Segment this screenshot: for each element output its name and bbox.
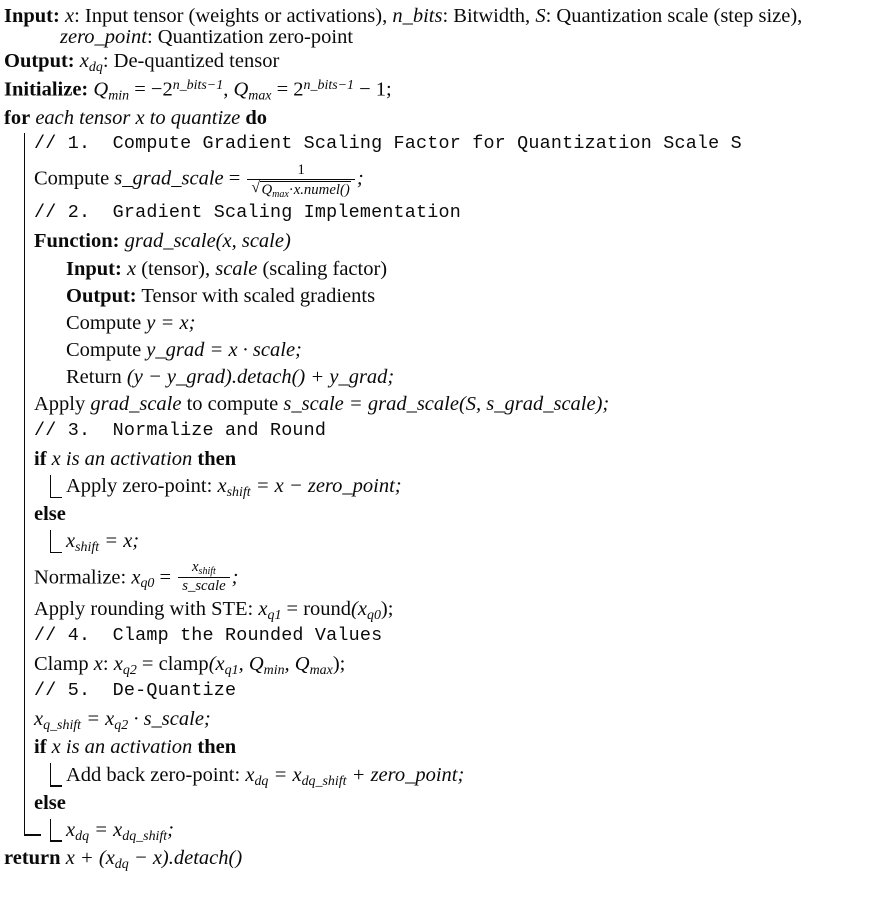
x-q1-symbol: x (258, 597, 268, 620)
function-input-text-2: (scaling factor) (257, 257, 388, 280)
comment-step-2: // 2. Gradient Scaling Implementation (34, 202, 461, 224)
initialize-comma: , (223, 78, 234, 101)
input-text-3: : Quantization scale (step size), (545, 5, 803, 28)
apply-grad-scale-line (4, 392, 890, 419)
function-input-line (4, 256, 890, 283)
round-arg-subscript: q0 (366, 607, 381, 623)
input-var-x: x (64, 5, 75, 28)
x-shift-rhs: = x; (99, 530, 140, 553)
sqrt-qmax: Q (261, 181, 273, 198)
return-keyword: return (4, 846, 61, 869)
equals-sign: = (223, 167, 246, 190)
function-input-text-1: (tensor), (136, 257, 216, 280)
if-activation-header-1 (4, 447, 890, 474)
clamp-arg1-subscript: q1 (224, 663, 239, 679)
return-expression-subscript: dq (114, 856, 129, 872)
normalize-num-subscript: shift (198, 566, 216, 578)
normalize-equals: = (154, 566, 177, 589)
compute-s-grad-scale-line (4, 160, 890, 202)
add-back-rhs-subscript: dq_shift (301, 773, 347, 789)
dequantize-equals: = x (81, 708, 115, 731)
normalize-num-x: x (192, 559, 199, 576)
initialize-eq-1: = (129, 78, 151, 101)
sqrt-icon (251, 180, 350, 200)
initialize-minus-one: − 1; (354, 78, 392, 101)
initialize-eq-2: = (271, 78, 294, 101)
else-keyword-line-1 (4, 502, 890, 529)
input-text-1: : Input tensor (weights or activations), (74, 5, 393, 28)
apply-zero-point-line (4, 474, 890, 502)
function-output-label: Output: (66, 284, 137, 307)
clamp-colon: : (102, 653, 114, 676)
x-q2-symbol: x (113, 653, 123, 676)
normalize-denominator: s_scale (178, 577, 229, 595)
clamp-function-name: clamp (158, 653, 209, 676)
x-q0-subscript: q0 (140, 576, 155, 592)
if-keyword-2: if (34, 736, 47, 759)
function-return-expression: (y − y_grad).detach() + y_grad; (126, 366, 395, 389)
final-x-dq-symbol: x (66, 818, 76, 841)
comment-step-4: // 4. Clamp the Rounded Values (34, 624, 383, 646)
final-equals: = x (89, 818, 123, 841)
x-q-shift-subscript: q_shift (43, 718, 82, 734)
clamp-arg2-subscript: min (263, 663, 285, 679)
sqrt-dot: · (288, 181, 294, 198)
apply-zero-point-label: Apply zero-point: (66, 475, 218, 497)
input-label: Input: (4, 5, 60, 28)
function-return-line (4, 365, 890, 392)
function-input-var-x: x (121, 257, 137, 280)
add-back-zero-point-line (4, 762, 890, 790)
x-shift-symbol-2: x (66, 530, 76, 553)
output-label: Output: (4, 50, 75, 73)
comment-step-3: // 3. Normalize and Round (34, 419, 327, 441)
x-shift-subscript: shift (226, 484, 251, 500)
clamp-x-var: x (93, 653, 103, 676)
two: 2 (293, 78, 304, 101)
final-x-dq-subscript: dq (75, 828, 90, 844)
algorithm-input-line (4, 4, 890, 49)
normalize-line (4, 557, 890, 597)
normalize-numerator (178, 559, 229, 577)
input-text-2: : Bitwidth, (442, 5, 536, 28)
clamp-equals: = (136, 653, 159, 676)
input-text-4: : Quantization zero-point (146, 25, 354, 48)
compute-y-label: Compute (66, 311, 147, 334)
clamp-arg-close: ); (332, 653, 346, 676)
qmin-symbol: Q (93, 78, 109, 101)
else-keyword-line-2 (4, 791, 890, 818)
apply-text: to compute (181, 393, 284, 416)
input-var-zeropoint: zero_point (60, 25, 147, 48)
clamp-comma-2: , Q (284, 653, 310, 676)
compute-y-expression: y = x; (146, 311, 196, 334)
dequantize-rhs: · s_scale; (128, 708, 211, 731)
else-keyword-2: else (34, 791, 66, 814)
for-loop-header (4, 106, 890, 133)
s-grad-scale-symbol: s_grad_scale (114, 167, 224, 190)
line-semicolon: ; (356, 167, 364, 190)
rounding-label: Apply rounding with STE: (34, 597, 259, 620)
x-q2-subscript: q2 (122, 663, 137, 679)
input-var-s: S (535, 5, 546, 28)
apply-grad-scale-expression: s_scale = grad_scale(S, s_grad_scale) (283, 393, 603, 416)
neg-two: −2 (150, 78, 173, 101)
apply-zero-point-rhs: = x − zero_point; (250, 475, 402, 497)
sqrt-numel: x.numel() (293, 181, 350, 198)
do-keyword: do (245, 107, 268, 129)
clamp-comma-1: , Q (238, 653, 264, 676)
for-keyword: for (4, 107, 31, 129)
compute-y-line (4, 311, 890, 338)
normalize-fraction (178, 559, 229, 595)
algorithm-return-line (4, 846, 890, 874)
qmin-subscript: min (108, 88, 130, 104)
add-back-equals: = x (268, 763, 302, 786)
compute-ygrad-line (4, 338, 890, 365)
final-semicolon: ; (167, 818, 174, 841)
function-return-label: Return (66, 366, 127, 389)
qmax-subscript: max (248, 88, 272, 104)
algorithm-output-line (4, 49, 890, 77)
compute-ygrad-label: Compute (66, 339, 147, 362)
function-input-var-scale: scale (215, 257, 258, 280)
s-grad-scale-fraction (247, 162, 354, 200)
x-dq-symbol: x (245, 763, 255, 786)
dequantize-line (4, 707, 890, 735)
normalize-semicolon: ; (231, 566, 239, 589)
sqrt-qmax-subscript: max (272, 188, 289, 200)
return-expression-1: x + (x (60, 846, 115, 869)
round-arg-open: (x (351, 597, 367, 620)
clamp-arg-open: (x (208, 653, 225, 676)
else-keyword: else (34, 503, 66, 526)
function-input-label: Input: (66, 257, 122, 280)
function-label: Function: (34, 230, 120, 253)
x-dq-subscript: dq (254, 773, 269, 789)
round-arg-close: ); (380, 597, 394, 620)
apply-rounding-line (4, 597, 890, 625)
then-keyword: then (197, 447, 237, 470)
round-function-name: round (303, 597, 352, 620)
for-loop-body (4, 133, 890, 846)
input-var-nbits: n_bits (392, 5, 443, 28)
dequantize-rhs-subscript: q2 (114, 718, 129, 734)
initialize-label: Initialize: (4, 78, 89, 101)
compute-ygrad-rhs: = x · scale; (204, 339, 302, 362)
if-condition-2: x is an activation (46, 736, 198, 759)
qmin-exponent: n_bits−1 (172, 78, 224, 94)
output-var: x (79, 50, 89, 73)
fraction-numerator: 1 (297, 162, 305, 179)
x-q0-symbol: x (131, 566, 141, 589)
apply-label: Apply (34, 393, 91, 416)
qmax-symbol: Q (233, 78, 249, 101)
final-rhs-subscript: dq_shift (122, 828, 168, 844)
x-shift-symbol: x (217, 475, 227, 497)
if-activation-header-2 (4, 735, 890, 762)
compute-ygrad-lhs: y_grad (146, 339, 205, 362)
final-assignment-line (4, 818, 890, 846)
comment-step-1: // 1. Compute Gradient Scaling Factor for Quantization Scale S (34, 133, 742, 155)
clamp-line (4, 652, 890, 680)
function-declaration-line (4, 229, 890, 256)
function-signature: grad_scale(x, scale) (119, 230, 291, 253)
apply-semicolon: ; (602, 393, 610, 416)
function-output-line (4, 284, 890, 311)
if-keyword: if (34, 447, 47, 470)
normalize-label: Normalize: (34, 566, 132, 589)
compute-label: Compute (34, 167, 115, 190)
x-shift-equals-x-line (4, 529, 890, 557)
output-text: : De-quantized tensor (102, 50, 280, 73)
x-shift-subscript-2: shift (75, 540, 100, 556)
qmax-exponent: n_bits−1 (303, 78, 354, 94)
comment-step-5: // 5. De-Quantize (34, 680, 237, 702)
add-back-label: Add back zero-point: (66, 763, 246, 786)
function-output-text: Tensor with scaled gradients (136, 284, 376, 307)
clamp-arg3-subscript: max (309, 663, 333, 679)
for-condition: each tensor x to quantize (30, 107, 246, 129)
x-q1-subscript: q1 (267, 607, 282, 623)
clamp-label: Clamp (34, 653, 94, 676)
if-condition: x is an activation (46, 447, 198, 470)
algorithm-initialize-line (4, 77, 890, 106)
add-back-rest: + zero_point; (346, 763, 465, 786)
rounding-equals: = (281, 597, 304, 620)
then-keyword-2: then (197, 736, 237, 759)
x-q-shift-symbol: x (34, 708, 44, 731)
output-var-subscript: dq (88, 60, 103, 76)
fraction-denominator (247, 179, 354, 200)
apply-grad-scale-symbol: grad_scale (90, 393, 182, 416)
return-expression-2: − x).detach() (128, 846, 243, 869)
